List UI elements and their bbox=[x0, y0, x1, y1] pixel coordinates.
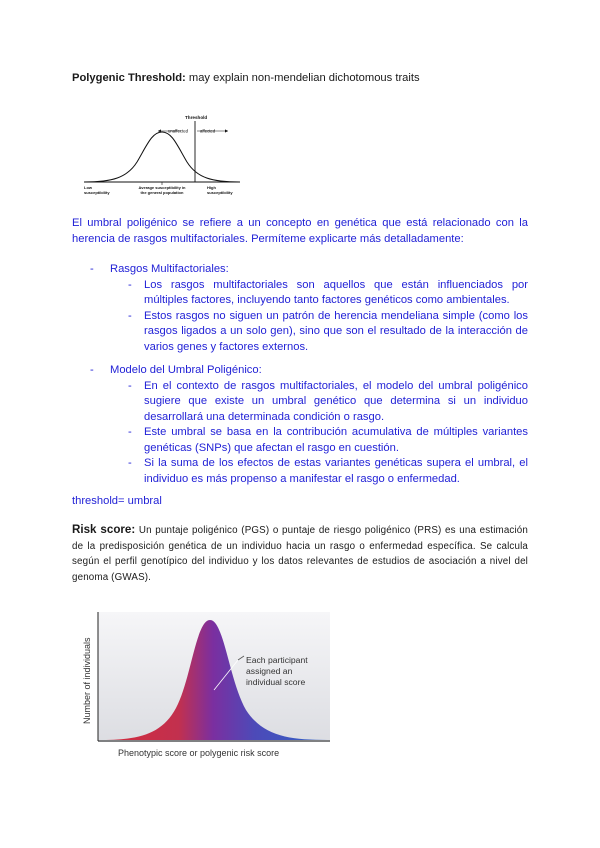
affected-arrowhead bbox=[225, 129, 228, 132]
intro-paragraph: El umbral poligénico se refiere a un concepto en genética que está relacionado con la herencia de rasgos multifactoriales. Permíteme explicarte más detalladamente: bbox=[72, 217, 528, 245]
affected-label: affected bbox=[200, 128, 216, 134]
list-item bbox=[128, 309, 528, 356]
y-axis-label: Number of individuals bbox=[82, 637, 92, 724]
list-item bbox=[128, 278, 528, 309]
low-label-2: susceptibility bbox=[84, 190, 110, 195]
annotation-line-1: Each participant bbox=[246, 655, 308, 665]
low-label-1: Low bbox=[84, 185, 92, 190]
list-item bbox=[128, 456, 528, 487]
average-label-2: the general population bbox=[140, 190, 184, 195]
risk-score-heading: Risk score: bbox=[72, 523, 136, 536]
high-label-1: High bbox=[207, 185, 216, 190]
page-title bbox=[72, 72, 420, 84]
list-item-text: Estos rasgos no siguen un patrón de herencia mendeliana simple (como los rasgos ligados a un solo gen), sino que son el resultado de la interacción de varios genes y factores externos. bbox=[144, 309, 528, 353]
list-item bbox=[128, 425, 528, 456]
list-bullet: - bbox=[128, 278, 132, 291]
list-bullet: - bbox=[128, 379, 132, 392]
annotation-line-2: assigned an bbox=[246, 666, 293, 676]
threshold-label: Threshold bbox=[185, 115, 208, 120]
list-item bbox=[128, 379, 528, 426]
risk-score-figure bbox=[66, 608, 336, 766]
high-label-2: susceptibility bbox=[207, 190, 233, 195]
risk-score-text: Un puntaje poligénico (PGS) o puntaje de riesgo poligénico (PRS) es una estimación de la predisposición genética de un individuo hacia un rasgo o enfermedad específica. Se calcula según el perfil genotípico del individuo y los datos relevantes de estudios de asociación a nivel del genoma (GWAS). bbox=[72, 525, 529, 583]
threshold-figure bbox=[82, 112, 242, 200]
section-heading: Modelo del Umbral Poligénico: bbox=[110, 364, 262, 376]
threshold-note: threshold= umbral bbox=[72, 495, 162, 507]
list-bullet: - bbox=[128, 309, 132, 322]
list-item-text: Este umbral se basa en la contribución acumulativa de múltiples variantes genéticas (SNPs) que afectan el rasgo en cuestión. bbox=[144, 426, 528, 454]
threshold-bell-curve bbox=[84, 132, 240, 182]
x-axis-label: Phenotypic score or polygenic risk score bbox=[118, 748, 280, 758]
risk-score-paragraph bbox=[72, 522, 528, 585]
average-label-1: Average susceptibility in bbox=[138, 185, 186, 190]
title-rest: may explain non-mendelian dichotomous traits bbox=[185, 72, 420, 84]
list-bullet: - bbox=[128, 457, 132, 469]
section-dash: - bbox=[90, 263, 94, 275]
list-item-text: En el contexto de rasgos multifactoriales, el modelo del umbral poligénico sugiere que existe un umbral genético que determina si un individuo desarrollará una determinada condición o rasgo. bbox=[144, 379, 528, 423]
title-bold: Polygenic Threshold: bbox=[72, 72, 186, 84]
section-heading: Rasgos Multifactoriales: bbox=[110, 263, 229, 275]
list-bullet: - bbox=[128, 426, 132, 438]
unaffected-label: unaffected bbox=[168, 128, 188, 134]
list-item-text: Si la suma de los efectos de estas variantes genéticas supera el umbral, el individuo es más propenso a manifestar el rasgo o enfermedad. bbox=[144, 457, 528, 485]
section-dash: - bbox=[90, 364, 94, 376]
annotation-line-3: individual score bbox=[246, 677, 306, 687]
list-item-text: Los rasgos multifactoriales son aquellos que están influenciados por múltiples factores, incluyendo tanto factores genéticos como ambientales. bbox=[144, 278, 528, 306]
